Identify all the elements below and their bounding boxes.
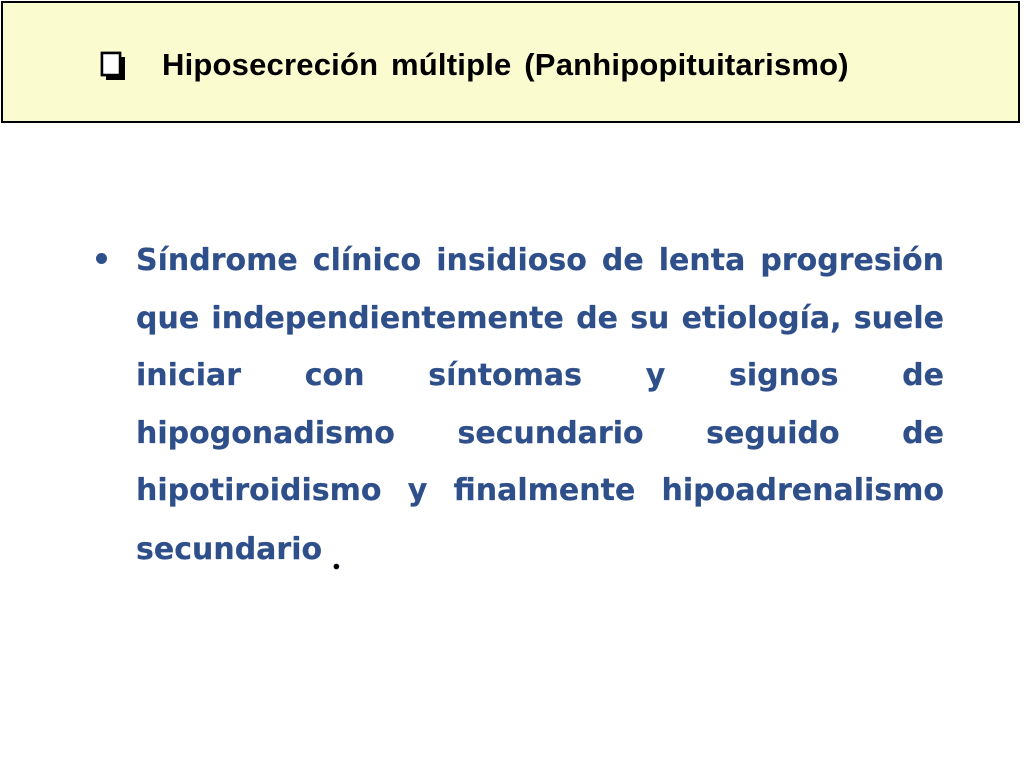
trailing-period: . bbox=[332, 539, 341, 577]
title-row bbox=[100, 47, 849, 83]
body-content bbox=[96, 232, 946, 578]
bullet-item bbox=[136, 232, 944, 578]
slide-title: Hiposecreción múltiple (Panhipopituitarismo) bbox=[162, 47, 849, 82]
checkbox-square-icon bbox=[100, 49, 126, 81]
bullet-dot-icon bbox=[96, 253, 107, 264]
title-box bbox=[1, 1, 1020, 123]
bullet-text: Síndrome clínico insidioso de lenta progresión que independientemente de su etiología, suele iniciar con síntomas y signos de hipogonadismo secundario seguido de hipotiroidismo y finalmente hipoadrenalismo secundario bbox=[136, 243, 944, 567]
